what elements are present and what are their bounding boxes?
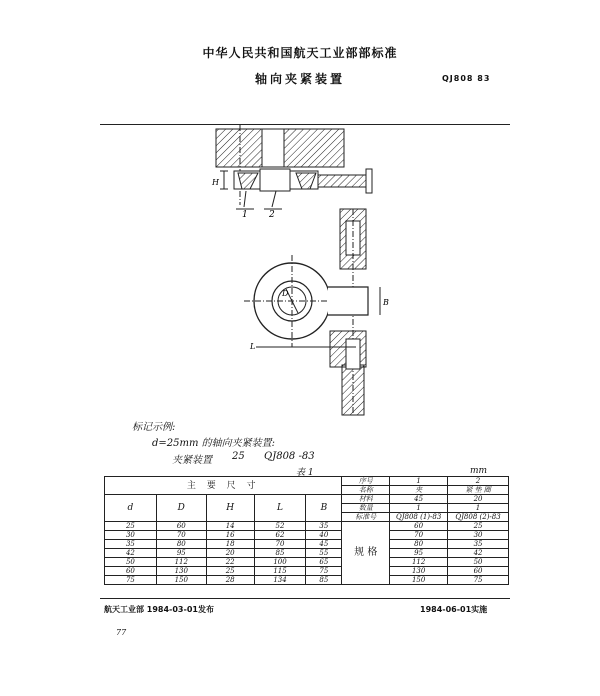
std-label: 标准号 <box>342 513 390 522</box>
header-row-seq <box>105 477 509 486</box>
name-value-1: 夹 <box>390 486 448 495</box>
table-row <box>105 531 509 540</box>
seq-value-1: 1 <box>390 477 448 486</box>
qty-value-2: 1 <box>448 504 509 513</box>
cell-L: 115 <box>254 567 306 576</box>
cell-L: 100 <box>254 558 306 567</box>
organization-standard-title: 中华人民共和国航天工业部部标准 <box>202 46 398 60</box>
cell-d: 25 <box>105 522 157 531</box>
example-size: 25 <box>232 451 245 462</box>
cell-d: 75 <box>105 576 157 585</box>
table-row <box>105 522 509 531</box>
table-row <box>105 549 509 558</box>
table-unit: mm <box>470 466 488 476</box>
cell-spec-2: 42 <box>448 549 509 558</box>
cell-H: 18 <box>206 540 254 549</box>
cell-spec-2: 60 <box>448 567 509 576</box>
seq-value-2: 2 <box>448 477 509 486</box>
cell-H: 20 <box>206 549 254 558</box>
example-line-1: d=25mm 的轴向夹紧装置: <box>152 438 276 449</box>
cell-D: 95 <box>156 549 206 558</box>
cell-L: 62 <box>254 531 306 540</box>
col-D: D <box>156 495 206 522</box>
example-name: 夹紧装置 <box>172 455 212 466</box>
cell-D: 112 <box>156 558 206 567</box>
table-caption: 表 1 <box>296 468 314 478</box>
std-value-2: QJ808 (2)-83 <box>448 513 509 522</box>
table-row <box>105 540 509 549</box>
part-1-label: 1 <box>242 210 248 220</box>
std-value-1: QJ808 (1)-83 <box>390 513 448 522</box>
name-label: 名称 <box>342 486 390 495</box>
cell-D: 80 <box>156 540 206 549</box>
material-value-2: 20 <box>448 495 509 504</box>
cell-spec-1: 95 <box>390 549 448 558</box>
col-L: L <box>254 495 306 522</box>
dim-l-label: L <box>250 342 256 351</box>
plan-view <box>244 255 389 351</box>
cell-L: 52 <box>254 522 306 531</box>
cell-H: 28 <box>206 576 254 585</box>
main-dims-header: 主 要 尺 寸 <box>105 477 342 495</box>
cell-spec-1: 112 <box>390 558 448 567</box>
name-value-2: 紧 垫 圈 <box>448 486 509 495</box>
cell-H: 25 <box>206 567 254 576</box>
cell-spec-2: 75 <box>448 576 509 585</box>
qty-value-1: 1 <box>390 504 448 513</box>
spec-label: 规 格 <box>342 522 390 585</box>
cell-B: 75 <box>306 567 342 576</box>
cell-d: 42 <box>105 549 157 558</box>
example-heading: 标记示例: <box>132 422 176 433</box>
cell-d: 60 <box>105 567 157 576</box>
cell-spec-2: 30 <box>448 531 509 540</box>
example-code: QJ808 -83 <box>264 451 315 462</box>
document-title: 轴向夹紧装置 <box>254 72 345 86</box>
cell-H: 14 <box>206 522 254 531</box>
cell-H: 22 <box>206 558 254 567</box>
cell-B: 40 <box>306 531 342 540</box>
cell-B: 65 <box>306 558 342 567</box>
table-row <box>105 567 509 576</box>
footer-rule <box>100 598 510 599</box>
cell-spec-2: 35 <box>448 540 509 549</box>
cell-D: 60 <box>156 522 206 531</box>
cell-spec-1: 80 <box>390 540 448 549</box>
cell-D: 70 <box>156 531 206 540</box>
standard-code: QJ808 83 <box>442 74 491 83</box>
cell-spec-1: 150 <box>390 576 448 585</box>
material-value-1: 45 <box>390 495 448 504</box>
material-label: 材料 <box>342 495 390 504</box>
assembly-drawing <box>180 125 400 421</box>
cell-B: 45 <box>306 540 342 549</box>
section-view <box>211 125 372 220</box>
cell-D: 130 <box>156 567 206 576</box>
header-row-material <box>105 495 509 504</box>
cell-d: 50 <box>105 558 157 567</box>
cell-L: 134 <box>254 576 306 585</box>
part-2-label: 2 <box>269 210 275 220</box>
cell-B: 55 <box>306 549 342 558</box>
cell-B: 35 <box>306 522 342 531</box>
qty-label: 数量 <box>342 504 390 513</box>
cell-spec-1: 60 <box>390 522 448 531</box>
cell-H: 16 <box>206 531 254 540</box>
cell-spec-2: 50 <box>448 558 509 567</box>
page-number: 77 <box>116 628 127 637</box>
cell-spec-2: 25 <box>448 522 509 531</box>
cell-D: 150 <box>156 576 206 585</box>
cell-L: 70 <box>254 540 306 549</box>
issued-date: 航天工业部 1984-03-01发布 <box>104 605 214 614</box>
dimension-table <box>104 476 509 585</box>
effective-date: 1984-06-01实施 <box>420 605 488 614</box>
cell-d: 35 <box>105 540 157 549</box>
col-d: d <box>105 495 157 522</box>
col-H: H <box>206 495 254 522</box>
table-row <box>105 576 509 585</box>
seq-label: 序号 <box>342 477 390 486</box>
cell-spec-1: 130 <box>390 567 448 576</box>
cell-spec-1: 70 <box>390 531 448 540</box>
cell-d: 30 <box>105 531 157 540</box>
cell-B: 85 <box>306 576 342 585</box>
table-row <box>105 558 509 567</box>
col-B: B <box>306 495 342 522</box>
dim-h-label: H <box>212 178 219 187</box>
dim-d-label: D <box>282 289 289 298</box>
dim-b-label: B <box>383 298 389 307</box>
cell-L: 85 <box>254 549 306 558</box>
